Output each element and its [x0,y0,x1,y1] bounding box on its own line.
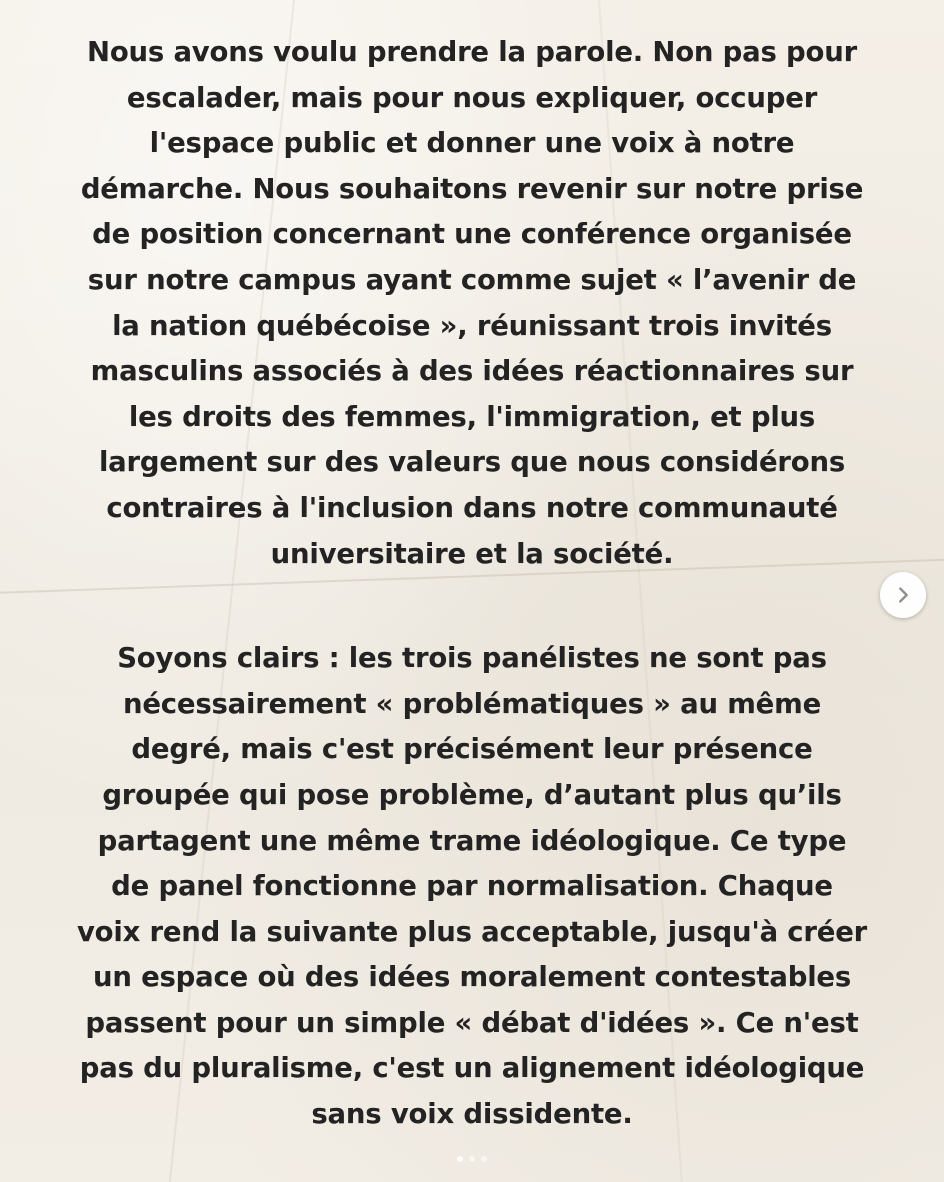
carousel-dot[interactable] [457,1156,463,1162]
paragraph-2 [40,636,904,1138]
text-line: nécessairement « problématiques » au même [122,687,822,720]
chevron-right-icon [892,584,914,606]
carousel-dots [0,1156,944,1162]
carousel-dot[interactable] [469,1156,475,1162]
carousel-dot[interactable] [481,1156,487,1162]
text-line: masculins associés à des idées réactionnaires sur [90,355,854,388]
text-line: passent pour un simple « débat d'idées ». Ce n'est [85,1006,859,1039]
post-text [40,30,904,1138]
text-line: partagent une même trame idéologique. Ce type [97,824,847,857]
text-line: les droits des femmes, l'immigration, et plus [128,400,816,433]
text-line: escalader, mais pour nous expliquer, occuper [126,81,818,114]
text-line: pas du pluralisme, c'est un alignement idéologique [79,1052,865,1085]
text-line: l'espace public et donner une voix à notre [149,127,795,160]
text-line: groupée qui pose problème, d’autant plus qu’ils [102,778,842,811]
text-line: voix rend la suivante plus acceptable, jusqu'à créer [76,915,868,948]
text-line: sans voix dissidente. [311,1098,633,1131]
text-line: la nation québécoise », réunissant trois invités [112,309,832,342]
text-line: de panel fonctionne par normalisation. Chaque [111,870,833,903]
text-line: sur notre campus ayant comme sujet « l’avenir de [87,263,857,296]
text-line: de position concernant une conférence organisée [92,218,852,251]
text-line: universitaire et la société. [270,537,674,570]
text-line: largement sur des valeurs que nous considérons [98,446,846,479]
text-line: Nous avons voulu prendre la parole. Non pas pour [87,36,857,68]
text-line: un espace où des idées moralement contestables [92,961,852,994]
text-line: degré, mais c'est précisément leur présence [131,733,813,766]
carousel-next-button[interactable] [880,572,926,618]
text-line: Soyons clairs : les trois panélistes ne sont pas [117,642,827,675]
text-line: démarche. Nous souhaitons revenir sur notre prise [80,172,864,205]
paragraph-1 [40,30,904,577]
text-line: contraires à l'inclusion dans notre communauté [106,491,838,524]
